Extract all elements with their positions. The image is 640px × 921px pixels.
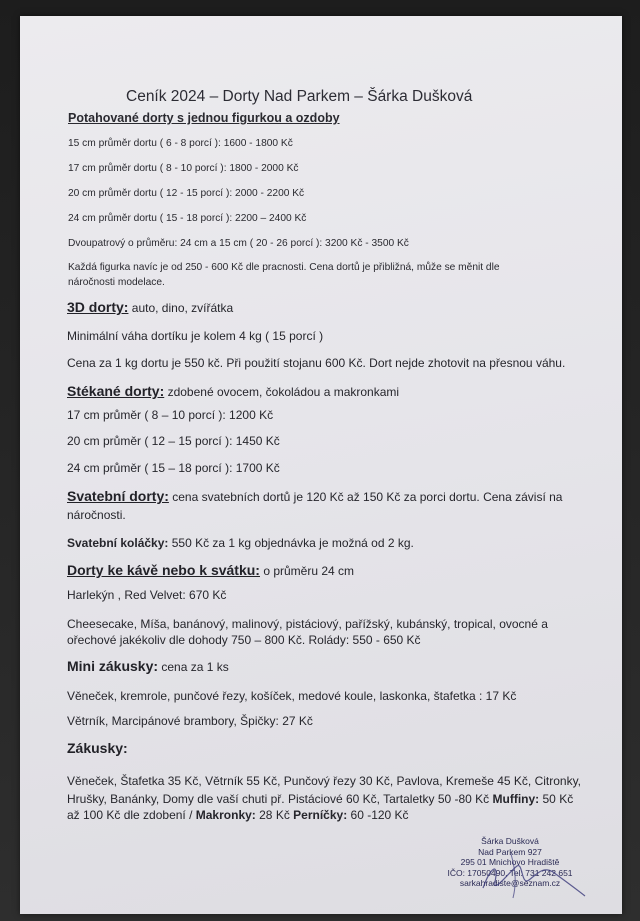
section-heading-mini: Mini zákusky: xyxy=(67,658,159,674)
signature-icon xyxy=(425,836,595,906)
stamp-line: IČO: 17050490, Tel: 731 242 651 xyxy=(447,867,573,878)
price-list-sheet xyxy=(20,16,622,914)
zakusky-text: až 100 Kč dle zdobení / xyxy=(67,808,196,822)
price-line: 15 cm průměr dortu ( 6 - 8 porcí ): 1600 - 1800 Kč xyxy=(68,138,293,149)
price-line: 17 cm průměr dortu ( 8 - 10 porcí ): 1800 - 2000 Kč xyxy=(68,163,299,174)
price-line: Věneček, kremrole, punčové řezy, košíček, medové koule, laskonka, štafetka : 17 Kč xyxy=(67,689,517,703)
kolacky-line xyxy=(67,536,414,550)
page-title: Ceník 2024 – Dorty Nad Parkem – Šárka Dušková xyxy=(126,88,473,105)
zakusky-text: Hrušky, Banánky, Domy dle vaší chuti př. Pistáciové 60 Kč, Tartaletky 50 -80 Kč xyxy=(67,792,493,806)
info-line: náročnosti. xyxy=(67,508,126,522)
pernicky-label: Perníčky: xyxy=(293,808,348,822)
makronky-label: Makronky: xyxy=(195,808,256,822)
section-svatebni xyxy=(67,488,562,506)
zakusky-text: 50 Kč xyxy=(539,792,574,806)
section-heading-svatebni: Svatební dorty: xyxy=(67,488,169,504)
section-heading-rest: zdobené ovocem, čokoládou a makronkami xyxy=(164,385,400,399)
note-line: náročnosti modelace. xyxy=(68,277,165,288)
price-line: Harlekýn , Red Velvet: 670 Kč xyxy=(67,588,227,602)
zakusky-line xyxy=(67,792,573,806)
info-line: Minimální váha dortíku je kolem 4 kg ( 15 porcí ) xyxy=(67,329,324,343)
section-heading-rest: cena svatebních dortů je 120 Kč až 150 Kč za porci dortu. Cena závisí na xyxy=(168,490,563,504)
price-line: 17 cm průměr ( 8 – 10 porcí ): 1200 Kč xyxy=(67,408,274,422)
section-heading-rest: cena za 1 ks xyxy=(158,660,229,674)
kolacky-text: 550 Kč za 1 kg objednávka je možná od 2 kg. xyxy=(168,536,414,550)
stamp-line: Nad Parkem 927 xyxy=(478,846,542,857)
stamp-line: Šárka Dušková xyxy=(481,836,539,846)
section-heading-kave: Dorty ke kávě nebo k svátku: xyxy=(67,562,260,578)
section-heading-zakusky: Zákusky: xyxy=(67,740,128,756)
price-line: Větrník, Marcipánové brambory, Špičky: 27 Kč xyxy=(67,714,313,728)
info-line: Cheesecake, Míša, banánový, malinový, pistáciový, pařížský, kubánský, tropical, ovocné a xyxy=(67,617,548,631)
stamp-line: sarkahradiste@seznam.cz xyxy=(459,878,561,888)
zakusky-line: Věneček, Štafetka 35 Kč, Větrník 55 Kč, Punčový řezy 30 Kč, Pavlova, Kremeše 45 Kč, Citronky, xyxy=(67,774,582,788)
section-heading-potahovane: Potahované dorty s jednou figurkou a ozdoby xyxy=(68,111,340,125)
zakusky-text: 60 -120 Kč xyxy=(347,808,409,822)
info-line: ořechové jakékoliv dle dohody 750 – 800 Kč. Rolády: 550 - 650 Kč xyxy=(67,633,421,647)
info-line: Cena za 1 kg dortu je 550 kč. Při použití stojanu 600 Kč. Dort nejde zhotovit na přesnou váhu. xyxy=(67,356,566,370)
stamp-line: 295 01 Mnichovo Hradiště xyxy=(460,857,560,867)
company-stamp xyxy=(425,836,595,906)
zakusky-line xyxy=(67,808,409,822)
section-stekane xyxy=(67,383,399,401)
note-line: Každá figurka navíc je od 250 - 600 Kč dle pracnosti. Cena dortů je přibližná, může se měnit dle xyxy=(68,262,500,273)
kolacky-label: Svatební koláčky: xyxy=(67,536,169,550)
section-kave xyxy=(67,562,354,580)
section-mini xyxy=(67,658,229,676)
price-line: 20 cm průměr ( 12 – 15 porcí ): 1450 Kč xyxy=(67,434,280,448)
zakusky-text: 28 Kč xyxy=(255,808,294,822)
price-line: Dvoupatrový o průměru: 24 cm a 15 cm ( 20 - 26 porcí ): 3200 Kč - 3500 Kč xyxy=(68,238,409,249)
price-line: 24 cm průměr ( 15 – 18 porcí ): 1700 Kč xyxy=(67,461,280,475)
section-heading-3d: 3D dorty: xyxy=(67,299,129,315)
price-line: 20 cm průměr dortu ( 12 - 15 porcí ): 2000 - 2200 Kč xyxy=(68,188,305,199)
price-line: 24 cm průměr dortu ( 15 - 18 porcí ): 2200 – 2400 Kč xyxy=(68,213,307,224)
muffiny-label: Muffiny: xyxy=(492,792,540,806)
section-3d xyxy=(67,299,233,317)
section-heading-stekane: Stékané dorty: xyxy=(67,383,165,399)
section-heading-rest: auto, dino, zvířátka xyxy=(128,301,234,315)
section-heading-rest: o průměru 24 cm xyxy=(259,564,355,578)
